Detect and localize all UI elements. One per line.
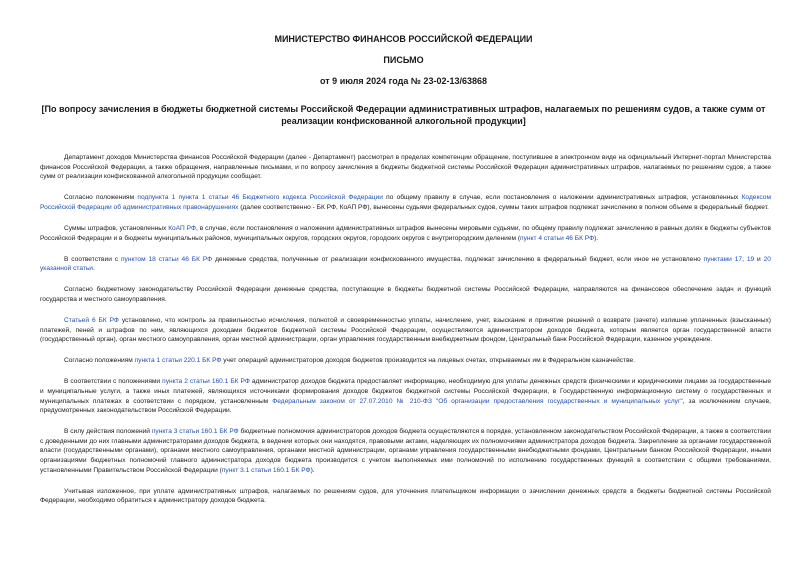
paragraph-text: В соответствии с — [64, 255, 121, 263]
link-item-19[interactable]: 19 — [746, 255, 755, 263]
paragraph-text: Суммы штрафов, установленных — [64, 224, 169, 232]
document-subject: [По вопросу зачисления в бюджеты бюджетной системы Российской Федерации административных штрафов, налагаемых по решениям судов, а также сумм от реализации конфискованной алкогольной продукции] — [41, 104, 766, 126]
link-bk-160-1-3-1[interactable]: пункт 3.1 статьи 160.1 БК РФ — [221, 466, 311, 474]
link-koap[interactable]: Кодексом Российской Федерации об административных правонарушениях — [40, 194, 771, 211]
paragraph-text: денежные средства, полученные от реализации конфискованного имущества, подлежат зачислению в федеральный бюджет, если иное не установлено — [212, 255, 704, 263]
paragraph-2 — [40, 193, 771, 212]
link-bk-220-1[interactable]: пункта 1 статьи 220.1 БК РФ — [134, 357, 222, 365]
paragraph-text: администратор доходов бюджета предоставляет информацию, необходимую для уплаты денежных средств физическими и юридическими лицами за государственные и муниципальные услуги, а также иных платежей, являющихся источниками формирования доходов бюджетов бюджетной системы Российской Федерации, в Государственную информационную систему о государственных и муниципальных платежах в соответствии с порядком, установленным — [40, 378, 771, 405]
paragraph-4 — [40, 255, 771, 274]
paragraph-10 — [40, 487, 771, 506]
paragraph-6 — [40, 316, 771, 345]
document-date-number: от 9 июля 2024 года № 23-02-13/63868 — [320, 76, 487, 86]
paragraph-text: Учитывая изложенное, при уплате административных штрафов, налагаемых по решениям судов, для уточнения плательщиком информации о зачислении денежных средств в бюджеты бюджетной системы Российской Федерации, необходимо обратиться к администратору доходов бюджета. — [40, 487, 771, 505]
paragraph-text: Департамент доходов Министерства финансов Российской Федерации (далее - Департамент) рассмотрел в пределах компетенции обращение, поступившее в электронном виде на официальный Интернет-портал Министерства финансов Российской Федерации, а также обращения, направленные письмами, и по вопросу зачисления в бюджеты бюджетной системы Российской Федерации административных штрафов, налагаемых по решениям судов, а также сумм от реализации конфискованной алкогольной продукции сообщает. — [40, 154, 771, 181]
paragraph-text: Согласно положениям — [64, 357, 135, 365]
paragraph-text: , в случае, если постановления о наложении административных штрафов вынесены мировыми судьями, по общему правилу подлежат зачислению в равных долях в бюджеты субъектов Российской Федерации и в бюджеты муниципальных районов, муниципальных округов, городских округов, городских округов с внутригородским делением ( — [40, 224, 771, 242]
document-type: ПИСЬМО — [383, 55, 424, 65]
paragraph-9 — [40, 427, 771, 475]
link-federal-law-210[interactable]: Федеральным законом от 27.07.2010 № 210-ФЗ "Об организации предоставления государственных и муниципальных услуг" — [272, 397, 683, 405]
paragraph-text: . — [92, 265, 95, 273]
document-body — [40, 153, 771, 517]
link-item-20[interactable]: 20 указанной статьи — [40, 255, 771, 273]
paragraph-8 — [40, 377, 771, 415]
paragraph-text: ). — [594, 234, 599, 242]
paragraph-text: учет операций администраторов доходов бюджетов производится на лицевых счетах, открываемых им в Федеральном казначействе. — [221, 357, 636, 365]
link-bk-160-1-3[interactable]: пункта 3 статьи 160.1 БК РФ — [151, 428, 239, 436]
link-koap-rf[interactable]: КоАП РФ — [168, 224, 196, 232]
paragraph-3 — [40, 224, 771, 243]
paragraph-text: бюджетные полномочия администраторов доходов бюджета осуществляются в порядке, установленном законодательством Российской Федерации, а также в соответствии с доведенными до них главными администраторами доходов бюджета, в ведении которых они находятся, правовыми актами, наделяющих их полномочиями администратора доходов бюджета. Закрепление за органами государственной власти (государственными органами), органами местного самоуправления, органами местной администрации, органами управления государственными внебюджетными фондами, Центральным банком Российской Федерации, иными организациями бюджетных полномочий главного администратора доходов бюджета производится с учетом выполняемых ими полномочий по исполнению государственных функций в соответствии с общими требованиями, установленными Правительством Российской Федерации ( — [40, 428, 771, 474]
paragraph-5 — [40, 285, 771, 304]
paragraph-text: и — [754, 255, 764, 263]
paragraph-text: Согласно положениям — [64, 194, 138, 202]
paragraph-text: (далее соответственно - БК РФ, КоАП РФ), вынесены судьями федеральных судов, суммы таких штрафов подлежат зачислению в полном объеме в федеральный бюджет. — [238, 203, 769, 211]
link-bk-46-4[interactable]: пункт 4 статьи 46 БК РФ — [520, 234, 595, 242]
paragraph-text: , — [742, 255, 747, 263]
paragraph-text: , за исключением случаев, предусмотренных законодательством Российской Федерации. — [40, 397, 771, 415]
paragraph-7 — [40, 356, 771, 366]
link-bk-article-6[interactable]: Статьей 6 БК РФ — [64, 317, 119, 325]
link-bk-article-46-1[interactable]: подпункта 1 пункта 1 статьи 46 Бюджетного кодекса Российской Федерации — [137, 194, 383, 202]
link-items-17[interactable]: пунктами 17 — [703, 255, 743, 263]
paragraph-text: ). — [310, 466, 315, 474]
paragraph-text: установлено, что контроль за правильностью исчисления, полнотой и своевременностью уплаты, начисление, учет, взыскание и принятие решений о возврате (зачете) излишне уплаченных (взысканных) платежей, пеней и штрафов по ним, являющихся доходами бюджетов бюджетной системы Российской Федерации, осуществляются администратором доходов бюджета, которым является орган государственной власти (государственный орган), орган местного самоуправления, орган местной администрации, орган управления государственным внебюджетным фондом, Центральный банк Российской Федерации, казенное учреждение. — [40, 317, 771, 344]
paragraph-1 — [40, 153, 771, 182]
link-bk-46-18[interactable]: пунктом 18 статьи 46 БК РФ — [120, 255, 213, 263]
link-bk-160-1-2[interactable]: пункта 2 статьи 160.1 БК РФ — [162, 378, 250, 386]
paragraph-text: Согласно бюджетному законодательству Российской Федерации денежные средства, поступающие в бюджеты бюджетной системы Российской Федерации, направляются на финансовое обеспечение задач и функций государства и местного самоуправления. — [40, 286, 771, 303]
paragraph-text: В соответствии с положениями — [64, 378, 163, 386]
paragraph-text: В силу действия положений — [64, 428, 152, 436]
ministry-name: МИНИСТЕРСТВО ФИНАНСОВ РОССИЙСКОЙ ФЕДЕРАЦИИ — [274, 34, 533, 44]
paragraph-text: по общему правилу в случае, если постановления о наложении административных штрафов, установленных — [382, 194, 742, 202]
